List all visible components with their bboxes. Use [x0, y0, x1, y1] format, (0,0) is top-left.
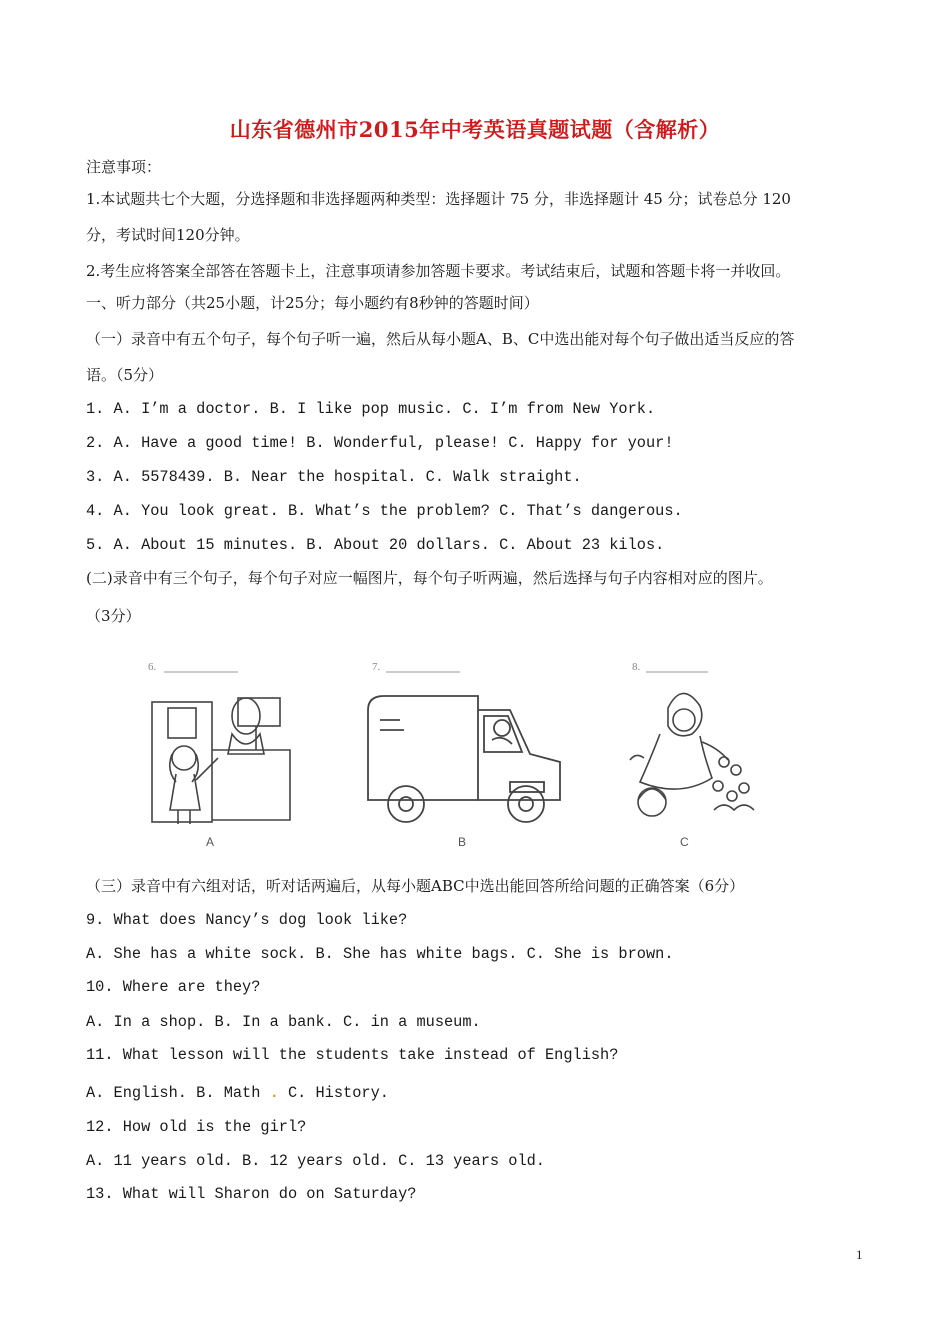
- question-2: 2. A. Have a good time! B. Wonderful, please! C. Happy for your!: [86, 434, 674, 452]
- question-1: 1. A. I’m a doctor. B. I like pop music. C. I’m from New York.: [86, 400, 656, 418]
- part-3-instruction: （三）录音中有六组对话，听对话两遍后，从每小题ABC中选出能回答所给问题的正确答案（6分）: [86, 877, 745, 895]
- note-1-line-1: 1.本试题共七个大题，分选择题和非选择题两种类型：选择题计 75 分，非选择题计 45 分；试卷总分 120: [86, 190, 791, 208]
- question-4: 4. A. You look great. B. What’s the problem? C. That’s dangerous.: [86, 502, 683, 520]
- page-number: 1: [856, 1247, 863, 1262]
- section-1-heading: 一、听力部分（共25小题，计25分；每小题约有8秒钟的答题时间）: [86, 294, 539, 312]
- question-13: 13. What will Sharon do on Saturday?: [86, 1185, 417, 1203]
- question-11-options-part-b: C. History.: [278, 1084, 389, 1102]
- notes-heading: 注意事项：: [86, 158, 162, 176]
- question-11-options: [86, 1083, 876, 1103]
- question-12: 12. How old is the girl?: [86, 1118, 307, 1136]
- part-2-instruction-line-2: （3分）: [86, 607, 141, 625]
- question-9: 9. What does Nancy’s dog look like?: [86, 911, 408, 929]
- picture-a-number: 6.: [148, 661, 157, 673]
- picture-row: [140, 650, 830, 850]
- part-1-instruction-line-1: （一）录音中有五个句子，每个句子听一遍，然后从每小题A、B、C中选出能对每个句子做出适当反应的答: [86, 330, 795, 348]
- part-2-instruction-line-1: (二)录音中有三个句子，每个句子对应一幅图片，每个句子听两遍，然后选择与句子内容相对应的图片。: [86, 569, 773, 587]
- note-2: 2.考生应将答案全部答在答题卡上，注意事项请参加答题卡要求。考试结束后，试题和答题卡将一并收回。: [86, 262, 791, 280]
- picture-c-number: 8.: [632, 661, 641, 673]
- question-11-options-part-a: A. English. B. Math: [86, 1084, 270, 1102]
- picture-b: [360, 650, 570, 850]
- picture-b-number: 7.: [372, 661, 381, 673]
- picture-c-label: C: [680, 835, 689, 849]
- note-1-line-2: 分，考试时间120分钟。: [86, 226, 250, 244]
- picture-c: [620, 650, 770, 850]
- part-1-instruction-line-2: 语。（5分）: [86, 366, 164, 384]
- question-5: 5. A. About 15 minutes. B. About 20 dollars. C. About 23 kilos.: [86, 536, 665, 554]
- question-3: 3. A. 5578439. B. Near the hospital. C. Walk straight.: [86, 468, 582, 486]
- question-10-options: A. In a shop. B. In a bank. C. in a museum.: [86, 1013, 481, 1031]
- question-11-options-dot: .: [269, 1084, 279, 1102]
- question-9-options: A. She has a white sock. B. She has white bags. C. She is brown.: [86, 945, 674, 963]
- picture-b-label: B: [458, 835, 467, 849]
- question-10: 10. Where are they?: [86, 978, 261, 996]
- question-12-options: A. 11 years old. B. 12 years old. C. 13 years old.: [86, 1152, 545, 1170]
- question-11: 11. What lesson will the students take instead of English?: [86, 1046, 619, 1064]
- document-title: 山东省德州市2015年中考英语真题试题（含解析）: [229, 117, 721, 142]
- picture-a-label: A: [206, 835, 215, 849]
- picture-a: [140, 650, 340, 850]
